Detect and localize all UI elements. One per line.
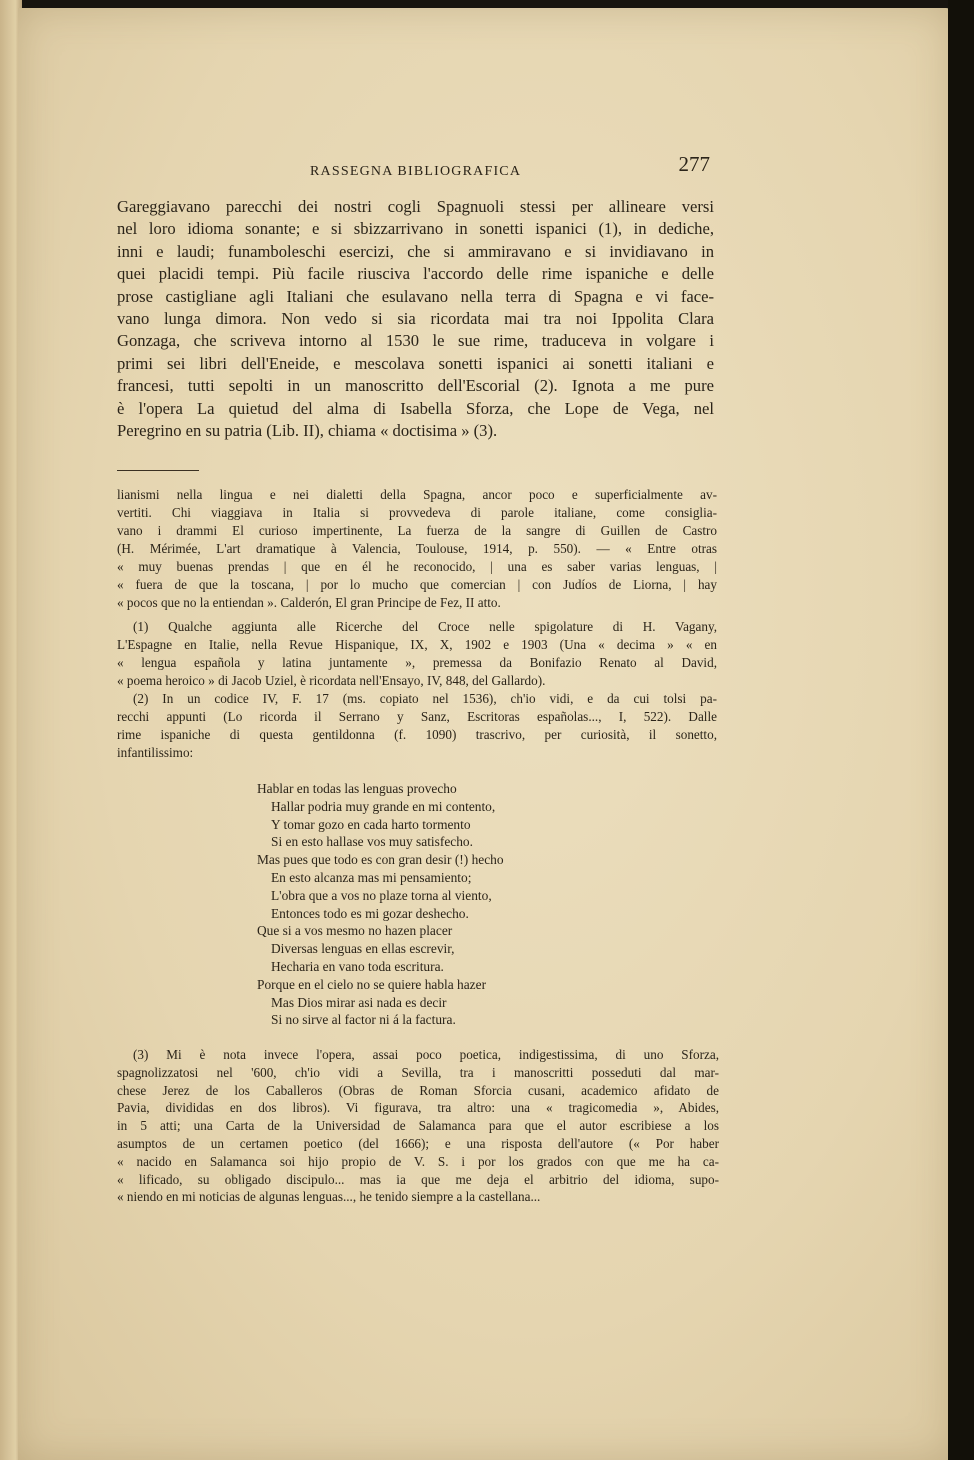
body-line: nel loro idioma sonante; e si sbizzarrivano in sonetti ispanici (1), in dediche, [117, 219, 714, 239]
footnote-line: « pocos que no la entiendan ». Calderón, El gran Principe de Fez, II atto. [117, 595, 501, 610]
page-header [100, 150, 710, 190]
footnote-3-line: chese Jerez de los Caballeros (Obras de Roman Sforcia cusani, academico afidato de [117, 1082, 719, 1098]
footnote-2-line: recchi appunti (Lo ricorda il Serrano y Sanz, Escritoras españolas..., I, 522). Dalle [117, 709, 717, 724]
footnote-3-line: asumptos de un certamen poetico (del 1666); e una risposta dell'autore (« Por haber [117, 1135, 719, 1151]
sonnet-line: Diversas lenguas en ellas escrevir, [271, 941, 455, 957]
body-line: quei placidi tempi. Più facile riusciva l'accordo delle rime ispaniche e delle [117, 264, 714, 284]
footnote-1-line: « lengua española y latina juntamente », premessa da Bonifazio Renato al David, [117, 655, 717, 670]
footnote-1-line: L'Espagne en Italie, nella Revue Hispanique, IX, X, 1902 e 1903 (Una « decima » « en [117, 637, 717, 652]
footnote-3-line: « nacido en Salamanca soi hijo propio de V. S. i por los grados con que me ha ca- [117, 1153, 719, 1169]
footnote-3-line: in 5 atti; una Carta de la Universidad de Salamanca para que el autor escribiese a los [117, 1118, 719, 1134]
page-number: 277 [678, 152, 710, 176]
body-line: Gonzaga, che scriveva intorno al 1530 le sue rime, traduceva in volgare i [117, 331, 714, 351]
footnotes [117, 486, 717, 762]
footnote-rule [117, 470, 199, 471]
footnote-1-line: « poema heroico » di Jacob Uziel, è ricordata nell'Ensayo, IV, 848, del Gallardo). [117, 673, 546, 688]
footnote-line: « muy buenas prendas | que en él he reconocido, | una es saber varias lenguas, | [117, 559, 717, 574]
body-line: Peregrino en su patria (Lib. II), chiama « doctisima » (3). [117, 421, 498, 441]
footnote-line: (H. Mérimée, L'art dramatique à Valencia, Toulouse, 1914, p. 550). — « Entre otras [117, 541, 717, 556]
footnote-2-line: rime ispaniche di questa gentildonna (f. 1090) trascrivo, per curiosità, il sonetto, [117, 727, 717, 742]
footnote-1-line: (1) Qualche aggiunta alle Ricerche del Croce nelle spigolature di H. Vagany, [133, 619, 717, 634]
footnote-3-line: « niendo en mi noticias de algunas lenguas..., he tenido siempre a la castellana... [117, 1189, 541, 1205]
main-paragraph [117, 196, 714, 442]
footnote-line: vano i drammi El curioso impertinente, La fuerza de la sangre di Guillen de Castro [117, 523, 717, 538]
sonnet-line: Mas Dios mirar asi nada es decir [271, 994, 447, 1010]
footnote-line: « fuera de que la toscana, | por lo mucho que comercian | con Judíos de Liorna, | hay [117, 577, 717, 592]
body-line: è l'opera La quietud del alma di Isabella Sforza, che Lope de Vega, nel [117, 398, 714, 418]
running-title: RASSEGNA BIBLIOGRAFICA [310, 164, 522, 179]
body-line: prose castigliane agli Italiani che esulavano nella terra di Spagna e vi face- [117, 286, 714, 306]
sonnet [257, 780, 657, 1029]
body-line: primi sei libri dell'Eneide, e mescolava sonetti ispanici ai sonetti italiani e [117, 353, 714, 373]
sonnet-line: Y tomar gozo en cada harto tormento [271, 816, 471, 832]
sonnet-line: Que si a vos mesmo no hazen placer [257, 923, 453, 939]
sonnet-line: Hallar podria muy grande en mi contento, [271, 798, 496, 814]
sonnet-line: Porque en el cielo no se quiere habla hazer [257, 976, 487, 992]
footnote-3-line: (3) Mi è nota invece l'opera, assai poco poetica, indigestissima, di uno Sforza, [133, 1047, 719, 1062]
footnote-3-line: spagnolizzatosi nel '600, ch'io vidi a Sevilla, tra i manoscritti posseduti dal mar- [117, 1064, 719, 1080]
body-line: vano lunga dimora. Non vedo si sia ricordata mai tra noi Ippolita Clara [117, 309, 714, 329]
sonnet-line: Hecharia en vano toda escritura. [271, 958, 444, 974]
footnote-3 [117, 1046, 719, 1206]
sonnet-line: Mas pues que todo es con gran desir (!) hecho [257, 852, 504, 868]
sonnet-line: Si en esto hallase vos muy satisfecho. [271, 834, 473, 850]
body-line: inni e laudi; funamboleschi esercizi, che si ammiravano e si invidiavano in [117, 241, 714, 261]
footnote-line: lianismi nella lingua e nei dialetti della Spagna, ancor poco e superficialmente av- [117, 487, 717, 502]
sonnet-line: L'obra que a vos no plaze torna al viento, [271, 887, 492, 903]
sonnet-line: En esto alcanza mas mi pensamiento; [271, 869, 472, 885]
footnote-3-line: « lificado, su obligado discipulo... mas ia que me deja el arbitrio del idioma, supo- [117, 1171, 719, 1187]
footnote-2-line: infantilissimo: [117, 745, 194, 760]
footnote-3-line: Pavia, divididas en dos libros). Vi figurava, tra altro: una « tragicomedia », Abides, [117, 1100, 719, 1116]
sonnet-line: Entonces todo es mi gozar deshecho. [271, 905, 469, 921]
sonnet-line: Si no sirve al factor ni á la factura. [271, 1012, 456, 1028]
body-line: Gareggiavano parecchi dei nostri cogli Spagnuoli stessi per allineare versi [117, 197, 714, 216]
body-line: francesi, tutti sepolti in un manoscritto dell'Escorial (2). Ignota a me pure [117, 376, 714, 396]
sonnet-line: Hablar en todas las lenguas provecho [257, 781, 457, 796]
scan-border [948, 0, 974, 1460]
footnote-2-line: (2) In un codice IV, F. 17 (ms. copiato nel 1536), ch'io vidi, e da cui tolsi pa- [133, 691, 717, 706]
footnote-line: vertiti. Chi viaggiava in Italia si provvedeva di parole italiane, come consiglia- [117, 505, 717, 520]
